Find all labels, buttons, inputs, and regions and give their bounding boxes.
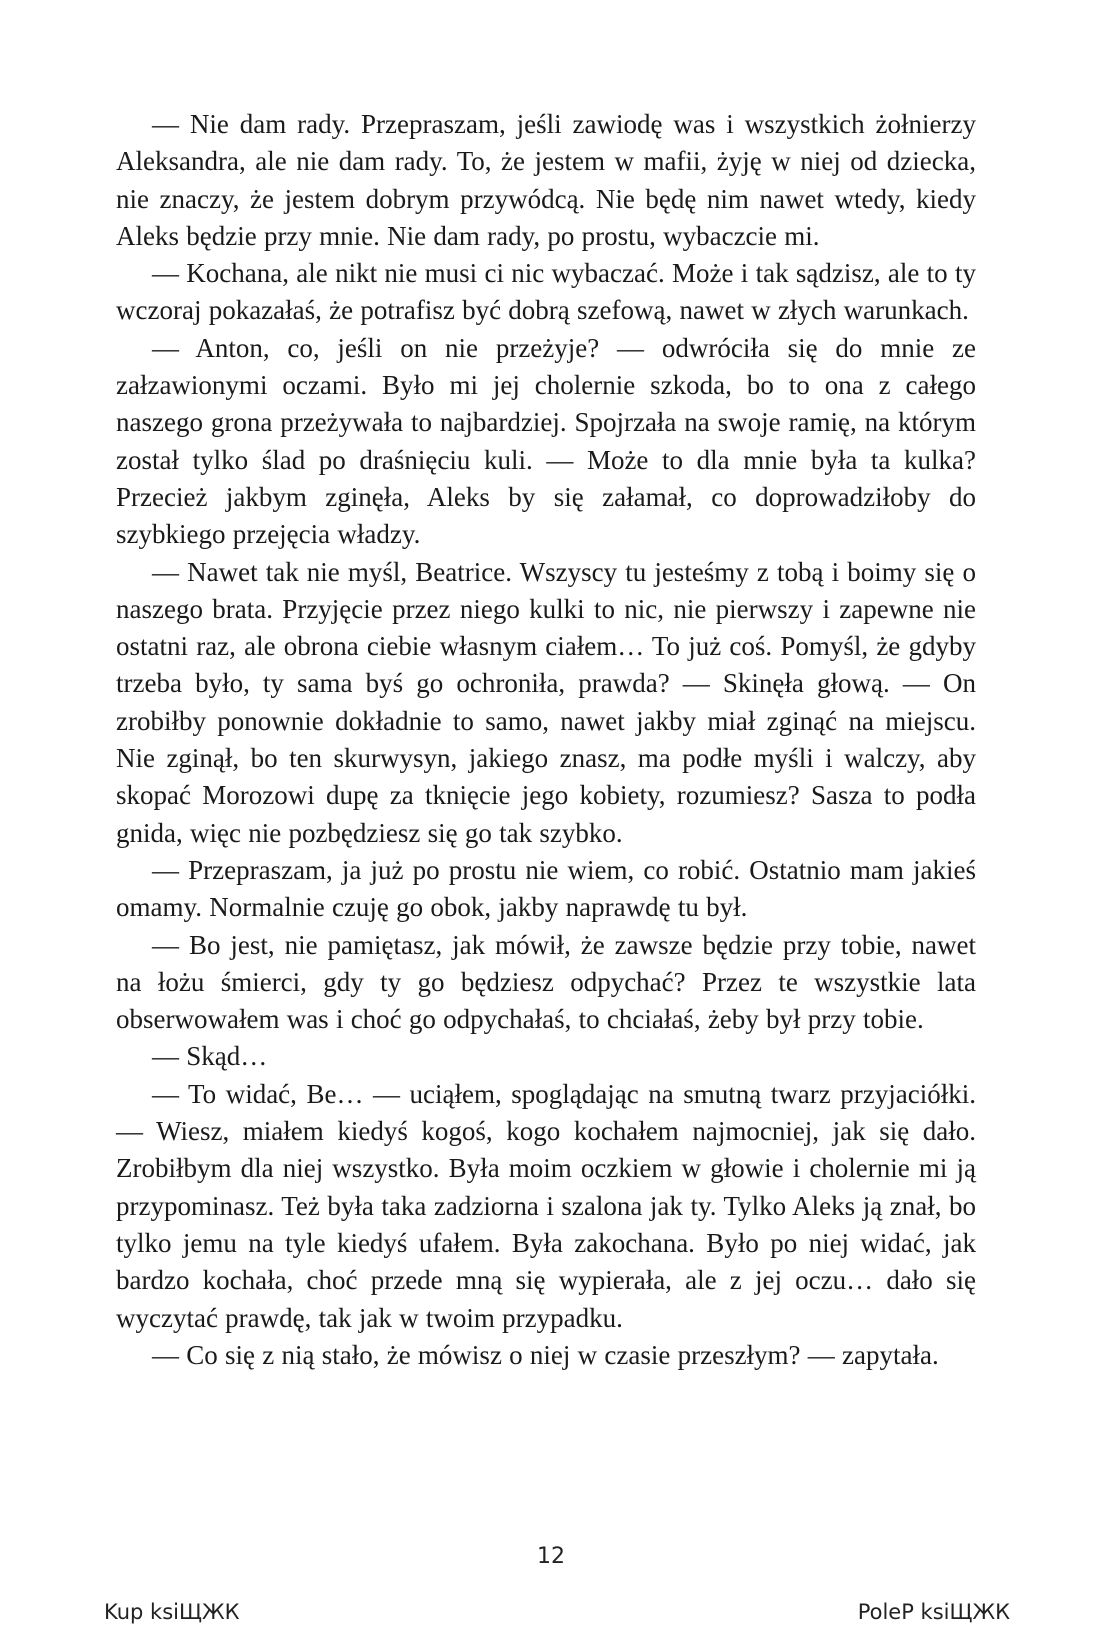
paragraph: — Co się z nią stało, że mówisz o niej w czasie przeszłym? — zapytała. [152, 1339, 939, 1370]
paragraph: — Przepraszam, ja już po prostu nie wiem, co robić. Ostatnio mam jakieś omamy. Normalnie czuję go obok, jakby naprawdę tu był. [116, 854, 976, 923]
body-text [116, 106, 976, 1374]
paragraph: — Skąd… [152, 1041, 268, 1072]
paragraph: — Anton, co, jeśli on nie przeżyje? — odwróciła się do mnie ze załzawionymi oczami. Było mi jej cholernie szkoda, bo to ona z całego naszego grona przeżywała to najbardziej. Spojrzała na swoje ramię, na którym został tylko ślad po draśnięciu kuli. — Może to dla mnie była ta kulka? Przecież jakbym zginęła, Aleks by się załamał, co doprowadziłoby do szybkiego przejęcia władzy. [116, 332, 976, 550]
paragraph: — Nie dam rady. Przepraszam, jeśli zawiodę was i wszystkich żołnierzy Aleksandra, ale nie dam rady. To, że jestem w mafii, żyję w niej od dziecka, nie znaczy, że jestem dobrym przywódcą. Nie będę nim nawet wtedy, kiedy Aleks będzie przy mnie. Nie dam rady, po prostu, wybaczcie mi. [116, 109, 976, 251]
paragraph: — Kochana, ale nikt nie musi ci nic wybaczać. Może i tak sądzisz, ale to ty wczoraj pokazałaś, że potrafisz być dobrą szefową, nawet w złych warunkach. [116, 258, 976, 326]
paragraph: — Bo jest, nie pamiętasz, jak mówił, że zawsze będzie przy tobie, nawet na łożu śmierci, gdy ty go będziesz odpychać? Przez te wszystkie lata obserwowałem was i choć go odpychałaś, to chciałaś, żeby był przy tobie. [116, 929, 976, 1035]
page-number: 12 [537, 1544, 565, 1569]
buy-book-link[interactable]: Kup ksiЩЖК [104, 1600, 240, 1624]
paragraph: — Nawet tak nie myśl, Beatrice. Wszyscy tu jesteśmy z tobą i boimy się o naszego brata. Przyjęcie przez niego kulki to nic, nie pierwszy i zapewne nie ostatni raz, ale obrona ciebie własnym ciałem… To już coś. Pomyśl, że gdyby trzeba było, ty sama byś go ochroniła, prawda? — Skinęła głową. — On zrobiłby ponownie dokładnie to samo, nawet jakby miał zginąć na miejscu. Nie zginął, bo ten skurwysyn, jakiego znasz, ma podłe myśli i walczy, aby skopać Morozowi dupę za tknięcie jego kobiety, rozumiesz? Sasza to podła gnida, więc nie pozbędziesz się go tak szybko. [116, 556, 976, 848]
recommend-book-link[interactable]: PoleP ksiЩЖК [857, 1600, 1010, 1624]
paragraph: — To widać, Be… — uciąłem, spoglądając na smutną twarz przyjaciółki. — Wiesz, miałem kiedyś kogoś, kogo kochałem najmocniej, jak się dało. Zrobiłbym dla niej wszystko. Była moim oczkiem w głowie i cholernie mi ją przypominasz. Też była taka zadziorna i szalona jak ty. Tylko Aleks ją znał, bo tylko jemu na tyle kiedyś ufałem. Była zakochana. Było po niej widać, jak bardzo kochała, choć przede mną się wypierała, ale z jej oczu… dało się wyczytać prawdę, tak jak w twoim przypadku. [116, 1078, 976, 1333]
